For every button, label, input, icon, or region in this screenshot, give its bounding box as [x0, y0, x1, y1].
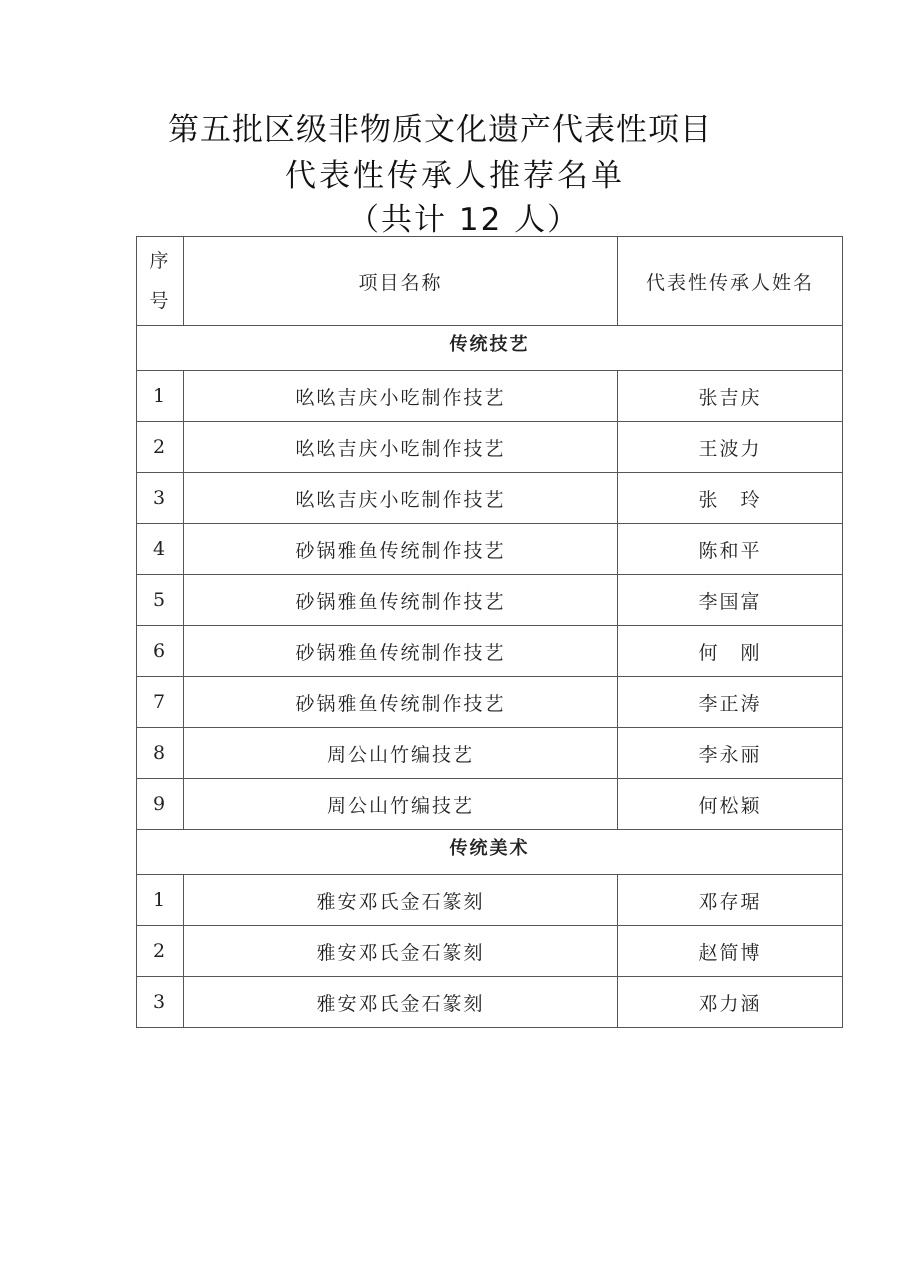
title-line-2: 代表性传承人推荐名单: [285, 158, 625, 194]
row-project: 砂锅雅鱼传统制作技艺: [184, 626, 618, 677]
table-row: [137, 524, 843, 575]
row-project: 砂锅雅鱼传统制作技艺: [184, 677, 618, 728]
row-number: 7: [137, 677, 184, 728]
row-inheritor: 陈和平: [618, 524, 843, 575]
table-row: [137, 371, 843, 422]
row-number: 1: [137, 371, 184, 422]
row-inheritor: 邓存琚: [618, 875, 843, 926]
row-project: 砂锅雅鱼传统制作技艺: [184, 524, 618, 575]
row-inheritor: 何松颖: [618, 779, 843, 830]
row-inheritor: 邓力涵: [618, 977, 843, 1028]
row-project: 雅安邓氏金石篆刻: [184, 977, 618, 1028]
table-row: [137, 926, 843, 977]
row-number: 1: [137, 875, 184, 926]
category-label: 传统技艺: [137, 326, 843, 371]
row-number: 2: [137, 926, 184, 977]
row-project: 砂锅雅鱼传统制作技艺: [184, 575, 618, 626]
row-number: 3: [137, 977, 184, 1028]
row-number: 5: [137, 575, 184, 626]
table-row: [137, 977, 843, 1028]
row-number: 8: [137, 728, 184, 779]
row-inheritor: 何 刚: [618, 626, 843, 677]
header-inheritor-name: 代表性传承人姓名: [618, 237, 843, 326]
row-project: 吆吆吉庆小吃制作技艺: [184, 473, 618, 524]
row-inheritor: 李国富: [618, 575, 843, 626]
header-serial-number: [137, 237, 184, 326]
row-number: 9: [137, 779, 184, 830]
row-number: 3: [137, 473, 184, 524]
table-row: [137, 626, 843, 677]
row-inheritor: 张吉庆: [618, 371, 843, 422]
table-row: [137, 473, 843, 524]
row-project: 吆吆吉庆小吃制作技艺: [184, 422, 618, 473]
inheritor-table: [136, 236, 843, 1028]
table-row: [137, 875, 843, 926]
header-serial-bottom: 号: [149, 290, 171, 312]
row-inheritor: 李正涛: [618, 677, 843, 728]
row-inheritor: 赵简博: [618, 926, 843, 977]
row-number: 6: [137, 626, 184, 677]
table-header-row: [137, 237, 843, 326]
row-number: 4: [137, 524, 184, 575]
category-row: [137, 326, 843, 371]
row-inheritor: 王波力: [618, 422, 843, 473]
title-line-1: 第五批区级非物质文化遗产代表性项目: [168, 112, 712, 148]
table-row: [137, 728, 843, 779]
row-number: 2: [137, 422, 184, 473]
category-row: [137, 830, 843, 875]
row-project: 吆吆吉庆小吃制作技艺: [184, 371, 618, 422]
title-line-3: （共计 12 人）: [348, 202, 581, 238]
header-serial-top: 序: [149, 250, 171, 272]
row-project: 雅安邓氏金石篆刻: [184, 926, 618, 977]
row-project: 周公山竹编技艺: [184, 779, 618, 830]
row-project: 雅安邓氏金石篆刻: [184, 875, 618, 926]
table-row: [137, 422, 843, 473]
table-row: [137, 779, 843, 830]
table-row: [137, 575, 843, 626]
row-inheritor: 张 玲: [618, 473, 843, 524]
row-inheritor: 李永丽: [618, 728, 843, 779]
row-project: 周公山竹编技艺: [184, 728, 618, 779]
header-project-name: 项目名称: [184, 237, 618, 326]
category-label: 传统美术: [137, 830, 843, 875]
table-row: [137, 677, 843, 728]
